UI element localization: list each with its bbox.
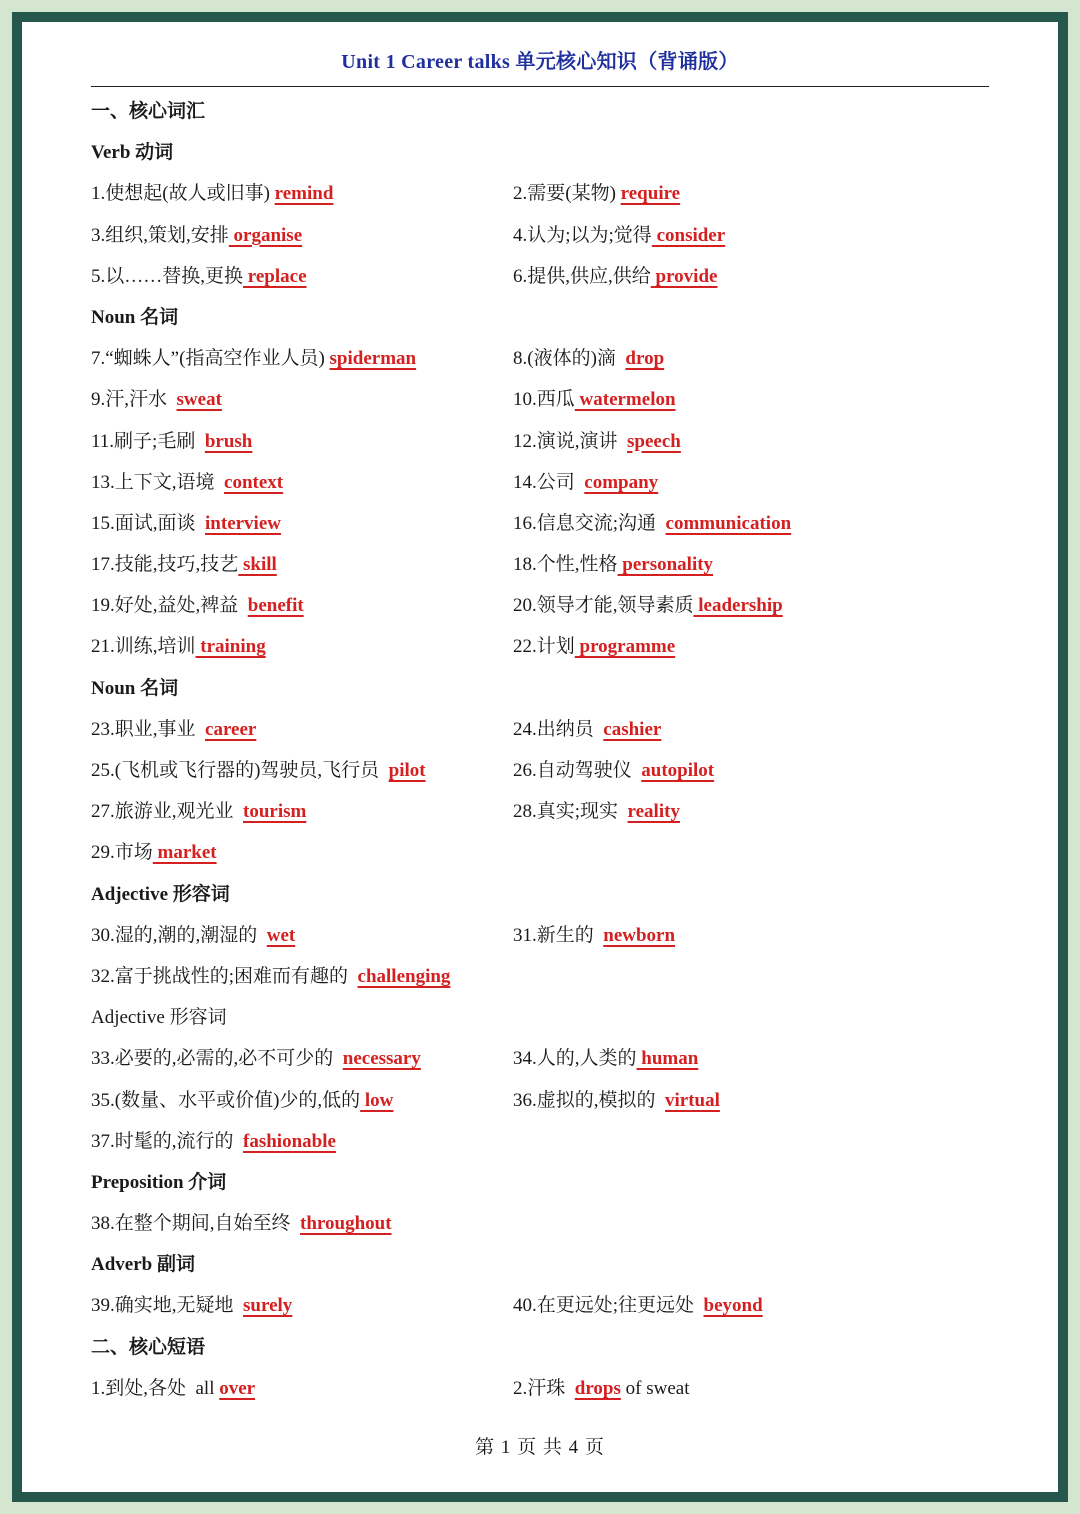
vocab-entry (91, 1285, 292, 1326)
entry-definition: 20.领导才能,领导素质 (513, 595, 694, 617)
entry-definition: 19.好处,益处,裨益 (91, 595, 248, 617)
entry-answer: remind (274, 183, 334, 205)
vocab-row (91, 709, 991, 750)
entry-definition: 36.虚拟的,模拟的 (513, 1089, 666, 1111)
section-heading: Adjective 形容词 (91, 883, 230, 905)
page-footer: 第 1 页 共 4 页 (475, 1437, 605, 1458)
vocab-entry (91, 1368, 255, 1409)
entry-definition: 10.西瓜 (513, 389, 575, 411)
vocab-entry (91, 750, 426, 791)
vocab-entry (513, 709, 661, 750)
entry-definition: 2.汗珠 (513, 1377, 575, 1399)
entry-answer: training (195, 636, 266, 658)
entry-answer: throughout (300, 1213, 392, 1235)
vocab-entry (513, 626, 675, 667)
entry-definition: 11.刷子;毛刷 (91, 430, 205, 452)
vocab-row (91, 791, 991, 832)
entry-answer: drops (574, 1377, 621, 1399)
entry-answer: beyond (703, 1295, 763, 1317)
entry-answer: organise (228, 224, 303, 246)
vocab-row (91, 750, 991, 791)
vocab-entry (91, 1080, 393, 1121)
entry-answer: autopilot (641, 760, 715, 781)
vocab-entry (513, 585, 783, 626)
entry-definition: 6.提供,供应,供给 (513, 265, 651, 287)
entry-definition: 22.计划 (513, 636, 575, 658)
entry-definition: 1.到处,各处 all (91, 1377, 220, 1399)
entry-answer: drop (625, 348, 665, 370)
vocab-row (91, 915, 991, 956)
vocab-entry (513, 750, 714, 791)
vocab-row (91, 544, 991, 585)
entry-answer: tourism (243, 801, 307, 823)
entry-answer: programme (574, 636, 676, 658)
entry-definition: 35.(数量、水平或价值)少的,低的 (91, 1089, 361, 1111)
entry-definition: 28.真实;现实 (513, 801, 628, 823)
entry-answer: market (152, 842, 217, 864)
entry-definition: 30.湿的,潮的,潮湿的 (91, 924, 267, 946)
entry-definition: 40.在更远处;往更远处 (513, 1295, 704, 1317)
section-heading: Verb 动词 (91, 142, 174, 164)
vocab-entry (91, 956, 450, 997)
vocab-entry (513, 462, 658, 503)
entry-definition: 31.新生的 (513, 924, 604, 946)
entry-definition: 37.时髦的,流行的 (91, 1130, 244, 1152)
vocab-entry (91, 544, 277, 585)
entry-answer: sweat (176, 389, 222, 411)
section-heading: Noun 名词 (91, 306, 179, 328)
vocab-row (91, 1203, 991, 1244)
entry-answer: low (360, 1089, 394, 1111)
vocab-entry (513, 915, 675, 956)
entry-definition: 34.人的,人类的 (513, 1048, 637, 1070)
vocab-entry (91, 1203, 392, 1244)
section-subheading: Adjective 形容词 (91, 1007, 227, 1029)
entry-definition: 14.公司 (513, 471, 585, 493)
vocab-entry (513, 544, 713, 585)
vocab-entry (513, 1080, 720, 1121)
section-heading: Adverb 副词 (91, 1254, 195, 1276)
section-heading: 二、核心短语 (91, 1336, 206, 1358)
title-divider (91, 86, 989, 87)
vocab-entry (91, 338, 416, 379)
entry-definition: 39.确实地,无疑地 (91, 1295, 244, 1317)
entry-answer: fashionable (243, 1130, 336, 1152)
entry-answer: skill (238, 554, 277, 576)
entry-answer: career (205, 718, 257, 740)
vocab-row (91, 462, 991, 503)
entry-definition: 9.汗,汗水 (91, 389, 177, 411)
vocab-entry (91, 462, 283, 503)
vocab-entry (513, 1285, 763, 1326)
section-heading: Noun 名词 (91, 677, 179, 699)
entry-answer: require (620, 183, 681, 205)
entry-definition: 38.在整个期间,自始至终 (91, 1213, 301, 1235)
entry-definition: 23.职业,事业 (91, 718, 206, 740)
vocab-entry (91, 626, 266, 667)
entry-answer: leadership (693, 595, 783, 617)
vocab-entry (513, 1368, 689, 1409)
vocab-row (91, 215, 991, 256)
entry-answer: cashier (603, 718, 662, 740)
entry-answer: necessary (342, 1048, 421, 1070)
vocab-row (91, 832, 991, 873)
vocab-entry (91, 1121, 336, 1162)
vocab-row (91, 1080, 991, 1121)
entry-definition: 7.“蜘蛛人”(指高空作业人员) (91, 348, 330, 370)
vocab-row (91, 585, 991, 626)
entry-definition: 15.面试,面谈 (91, 512, 206, 534)
vocab-entry (91, 215, 302, 256)
entry-answer: personality (617, 554, 714, 576)
entry-definition: 17.技能,技巧,技艺 (91, 554, 239, 576)
vocab-entry (513, 791, 680, 832)
vocab-row (91, 173, 991, 214)
entry-answer: interview (205, 512, 281, 534)
entry-definition: 1.使想起(故人或旧事) (91, 183, 275, 205)
entry-answer: surely (243, 1295, 293, 1317)
entry-definition: 4.认为;以为;觉得 (513, 224, 652, 246)
section-heading: 一、核心词汇 (91, 101, 206, 122)
vocab-entry (513, 173, 680, 214)
entry-definition: 12.演说,演讲 (513, 430, 628, 452)
vocab-entry (91, 709, 256, 750)
entry-answer: benefit (247, 595, 304, 617)
entry-answer: pilot (388, 760, 426, 781)
entry-answer: provide (650, 265, 718, 287)
entry-answer: challenging (357, 965, 451, 987)
vocab-row (91, 503, 991, 544)
vocab-entry (513, 421, 681, 462)
entry-definition: 18.个性,性格 (513, 554, 618, 576)
vocab-entry (91, 173, 333, 214)
vocab-entry (91, 256, 307, 297)
vocab-entry (513, 379, 676, 420)
entry-answer: watermelon (574, 389, 676, 411)
section-heading: Preposition 介词 (91, 1171, 227, 1193)
vocab-entry (513, 503, 791, 544)
entry-answer: newborn (603, 924, 676, 946)
vocab-entry (91, 585, 304, 626)
entry-definition: 5.以……替换,更换 (91, 265, 244, 287)
entry-definition: 29.市场 (91, 842, 153, 864)
vocab-row (91, 421, 991, 462)
entry-answer: wet (266, 924, 296, 946)
vocab-row (91, 1038, 991, 1079)
vocab-entry (91, 379, 222, 420)
entry-answer: reality (627, 801, 680, 823)
vocab-entry (91, 421, 252, 462)
entry-answer: human (636, 1048, 699, 1070)
document-title: Unit 1 Career talks 单元核心知识（背诵版） (341, 51, 739, 73)
entry-definition: 25.(飞机或飞行器的)驾驶员,飞行员 (91, 760, 389, 781)
entry-definition: 16.信息交流;沟通 (513, 512, 666, 534)
vocab-row (91, 626, 991, 667)
vocab-entry (91, 791, 306, 832)
vocab-row (91, 379, 991, 420)
entry-answer: virtual (665, 1089, 720, 1111)
vocab-entry (91, 915, 295, 956)
vocab-entry (513, 215, 725, 256)
entry-definition: 32.富于挑战性的;困难而有趣的 (91, 965, 358, 987)
entry-answer: consider (651, 224, 726, 246)
vocab-row (91, 1368, 991, 1409)
entry-answer: context (224, 471, 284, 493)
entry-definition: 27.旅游业,观光业 (91, 801, 244, 823)
vocab-row (91, 338, 991, 379)
entry-definition: 13.上下文,语境 (91, 471, 225, 493)
entry-answer: over (219, 1377, 256, 1399)
entry-answer: brush (204, 430, 253, 452)
entry-answer: spiderman (329, 348, 417, 370)
entry-answer: company (584, 471, 659, 493)
vocabulary-list (91, 91, 991, 1409)
vocab-entry (91, 503, 281, 544)
entry-answer: communication (665, 512, 792, 534)
entry-definition: 2.需要(某物) (513, 183, 621, 205)
entry-definition: 24.出纳员 (513, 718, 604, 740)
vocab-entry (91, 832, 217, 873)
entry-answer: replace (243, 265, 307, 287)
vocab-row (91, 1121, 991, 1162)
vocab-entry (513, 338, 664, 379)
entry-definition: 3.组织,策划,安排 (91, 224, 229, 246)
vocab-entry (513, 1038, 698, 1079)
vocab-row (91, 256, 991, 297)
vocab-entry (91, 1038, 421, 1079)
entry-definition: 33.必要的,必需的,必不可少的 (91, 1048, 343, 1070)
entry-definition: 21.训练,培训 (91, 636, 196, 658)
entry-suffix: of sweat (620, 1377, 690, 1399)
vocab-entry (513, 256, 717, 297)
entry-answer: speech (627, 430, 681, 452)
vocab-row (91, 956, 991, 997)
entry-definition: 8.(液体的)滴 (513, 348, 626, 370)
entry-definition: 26.自动驾驶仪 (513, 760, 642, 781)
vocab-row (91, 1285, 991, 1326)
